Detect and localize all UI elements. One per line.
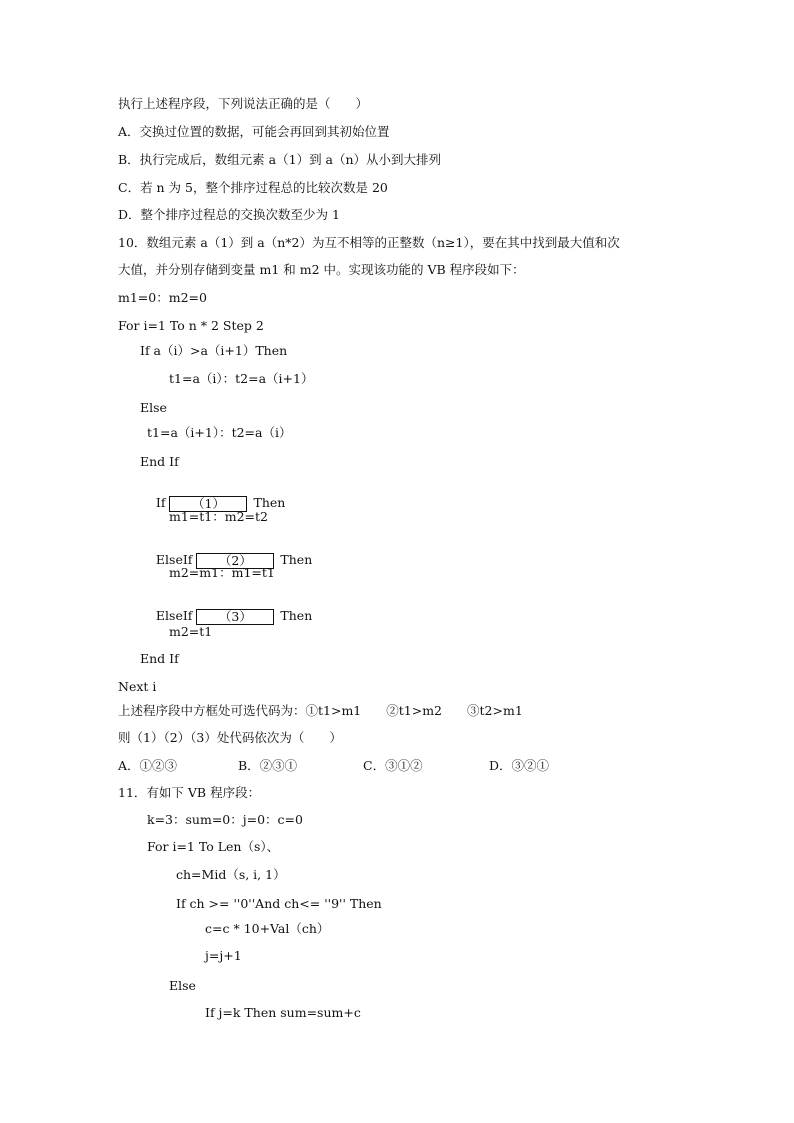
- code-keyword: ElseIf: [155, 608, 193, 623]
- q9-option-b: B．执行完成后，数组元素 a（1）到 a（n）从小到大排列: [118, 152, 442, 167]
- q9-option-a: A．交换过位置的数据，可能会再回到其初始位置: [118, 124, 390, 139]
- q10-option-d: D．③②①: [489, 758, 550, 773]
- code-line: For i=1 To Len（s）、: [147, 839, 280, 854]
- code-line: If j=k Then sum=sum+c: [205, 1005, 361, 1020]
- code-line: k=3：sum=0：j=0：c=0: [147, 812, 303, 827]
- code-line: For i=1 To n * 2 Step 2: [118, 318, 264, 333]
- q9-stem: 执行上述程序段，下列说法正确的是（ ）: [118, 96, 369, 111]
- q10-option-c: C．③①②: [363, 758, 423, 773]
- code-keyword: Then: [280, 608, 313, 623]
- code-keyword: Then: [253, 495, 286, 510]
- code-line: t1=a（i+1）：t2=a（i）: [147, 425, 292, 440]
- code-line: Else: [169, 978, 196, 993]
- q11-stem: 11．有如下 VB 程序段：: [118, 785, 261, 800]
- code-line: If a（i）>a（i+1）Then: [140, 343, 288, 358]
- code-line: m2=t1: [169, 624, 213, 639]
- q10-ask: 则（1）（2）（3）处代码依次为（ ）: [118, 730, 342, 745]
- code-line: If ch >= ''0''And ch<= ''9'' Then: [176, 896, 382, 911]
- code-keyword: Then: [280, 552, 313, 567]
- code-line: End If: [140, 454, 179, 469]
- code-line: t1=a（i）：t2=a（i+1）: [169, 371, 314, 386]
- code-line: ch=Mid（s, i, 1）: [176, 867, 286, 882]
- q10-stem-line1: 10．数组元素 a（1）到 a（n*2）为互不相等的正整数（n≥1），要在其中找到最大值和次: [118, 235, 620, 250]
- code-line: Else: [140, 400, 167, 415]
- answer-blank-1: （1）: [169, 496, 247, 512]
- q9-option-d: D．整个排序过程总的交换次数至少为 1: [118, 207, 340, 222]
- q10-stem-line2: 大值，并分别存储到变量 m1 和 m2 中。实现该功能的 VB 程序段如下：: [118, 262, 525, 277]
- q10-option-a: A．①②③: [118, 758, 178, 773]
- code-line: Next i: [118, 679, 157, 694]
- code-line: j=j+1: [205, 948, 242, 963]
- code-line: m2=m1：m1=t1: [169, 565, 275, 580]
- code-keyword: ElseIf: [155, 552, 193, 567]
- q10-option-b: B．②③①: [238, 758, 298, 773]
- q9-option-c: C．若 n 为 5，整个排序过程总的比较次数是 20: [118, 180, 388, 195]
- code-keyword: If: [155, 495, 166, 510]
- code-line: m1=0：m2=0: [118, 290, 207, 305]
- code-line: m1=t1：m2=t2: [169, 509, 269, 524]
- answer-blank-2: （2）: [196, 553, 274, 569]
- code-line-blank-3: [140, 592, 312, 641]
- code-line: End If: [140, 651, 179, 666]
- answer-blank-3: （3）: [196, 609, 274, 625]
- q10-candidates: 上述程序段中方框处可选代码为：①t1>m1 ②t1>m2 ③t2>m1: [118, 703, 523, 718]
- code-line: c=c * 10+Val（ch）: [205, 921, 330, 936]
